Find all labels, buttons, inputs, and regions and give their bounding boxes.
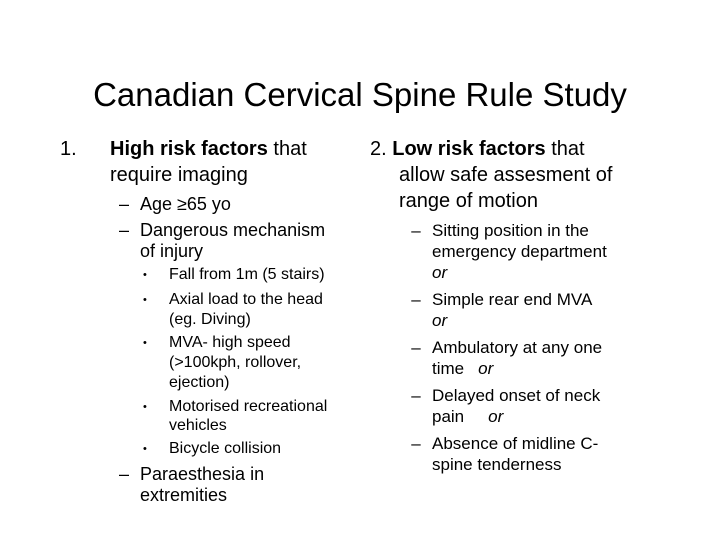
left-item-paraesthesia: Paraesthesia in: [140, 464, 265, 484]
mechanism-motorised: Motorised recreational: [169, 398, 328, 415]
right-item-ambulatory: Ambulatory at any one: [432, 338, 603, 357]
dash-icon: –: [411, 290, 421, 309]
bullet-icon: •: [143, 294, 147, 306]
bullet-icon: •: [143, 443, 147, 455]
mechanism-axial-load-line2: (eg. Diving): [169, 311, 251, 328]
right-heading-line2: allow safe assesment of: [399, 164, 613, 186]
left-heading-rest: that: [267, 138, 307, 160]
mechanism-mva-line2: (>100kph, rollover,: [169, 354, 302, 371]
connector-or: or: [488, 407, 504, 426]
right-item-sitting-line2: emergency department: [432, 242, 607, 261]
right-item-delayed-onset-line2: [432, 406, 503, 427]
right-item-sitting: Sitting position in the: [432, 221, 589, 240]
dash-icon: –: [118, 194, 129, 214]
mechanism-mva-line3: ejection): [169, 374, 230, 391]
dash-icon: –: [411, 338, 421, 357]
right-item-ambulatory-line2: [432, 358, 493, 379]
right-item-rear-end: Simple rear end MVA: [432, 290, 593, 309]
left-item-number: 1.: [60, 138, 77, 160]
mechanism-bicycle: Bicycle collision: [169, 440, 282, 457]
left-item-paraesthesia-line2: extremities: [140, 485, 228, 505]
bullet-icon: •: [143, 337, 147, 349]
right-heading-line3: range of motion: [399, 190, 538, 212]
mechanism-mva: MVA- high speed: [169, 334, 291, 351]
right-item-midline-line2: spine tenderness: [432, 455, 562, 474]
right-item-delayed-onset-pain: pain: [432, 407, 465, 426]
left-heading: [110, 137, 307, 162]
dash-icon: –: [411, 386, 421, 405]
connector-or: or: [432, 311, 448, 330]
slide-title: Canadian Cervical Spine Rule Study: [93, 76, 627, 113]
connector-or: or: [432, 263, 448, 282]
left-item-age: Age ≥65 yo: [140, 194, 231, 214]
dash-icon: –: [118, 220, 129, 240]
right-item-ambulatory-time: time: [432, 359, 465, 378]
mechanism-axial-load: Axial load to the head: [169, 291, 323, 308]
bullet-icon: •: [143, 269, 147, 281]
right-heading-rest: that: [545, 138, 585, 160]
mechanism-motorised-line2: vehicles: [169, 417, 227, 434]
dash-icon: –: [411, 434, 421, 453]
mechanism-fall: Fall from 1m (5 stairs): [169, 266, 325, 283]
right-item-midline: Absence of midline C-: [432, 434, 599, 453]
dash-icon: –: [411, 221, 421, 240]
dash-icon: –: [118, 464, 129, 484]
left-item-mechanism-line2: of injury: [140, 241, 204, 261]
left-item-mechanism: Dangerous mechanism: [140, 220, 326, 240]
left-heading-bold: High risk factors: [110, 138, 268, 160]
right-heading-bold: Low risk factors: [392, 138, 546, 160]
right-item-delayed-onset: Delayed onset of neck: [432, 386, 601, 405]
left-heading-line2: require imaging: [110, 164, 248, 186]
connector-or: or: [478, 359, 494, 378]
right-heading: [370, 137, 585, 162]
bullet-icon: •: [143, 401, 147, 413]
right-heading-prefix: 2.: [370, 138, 393, 160]
